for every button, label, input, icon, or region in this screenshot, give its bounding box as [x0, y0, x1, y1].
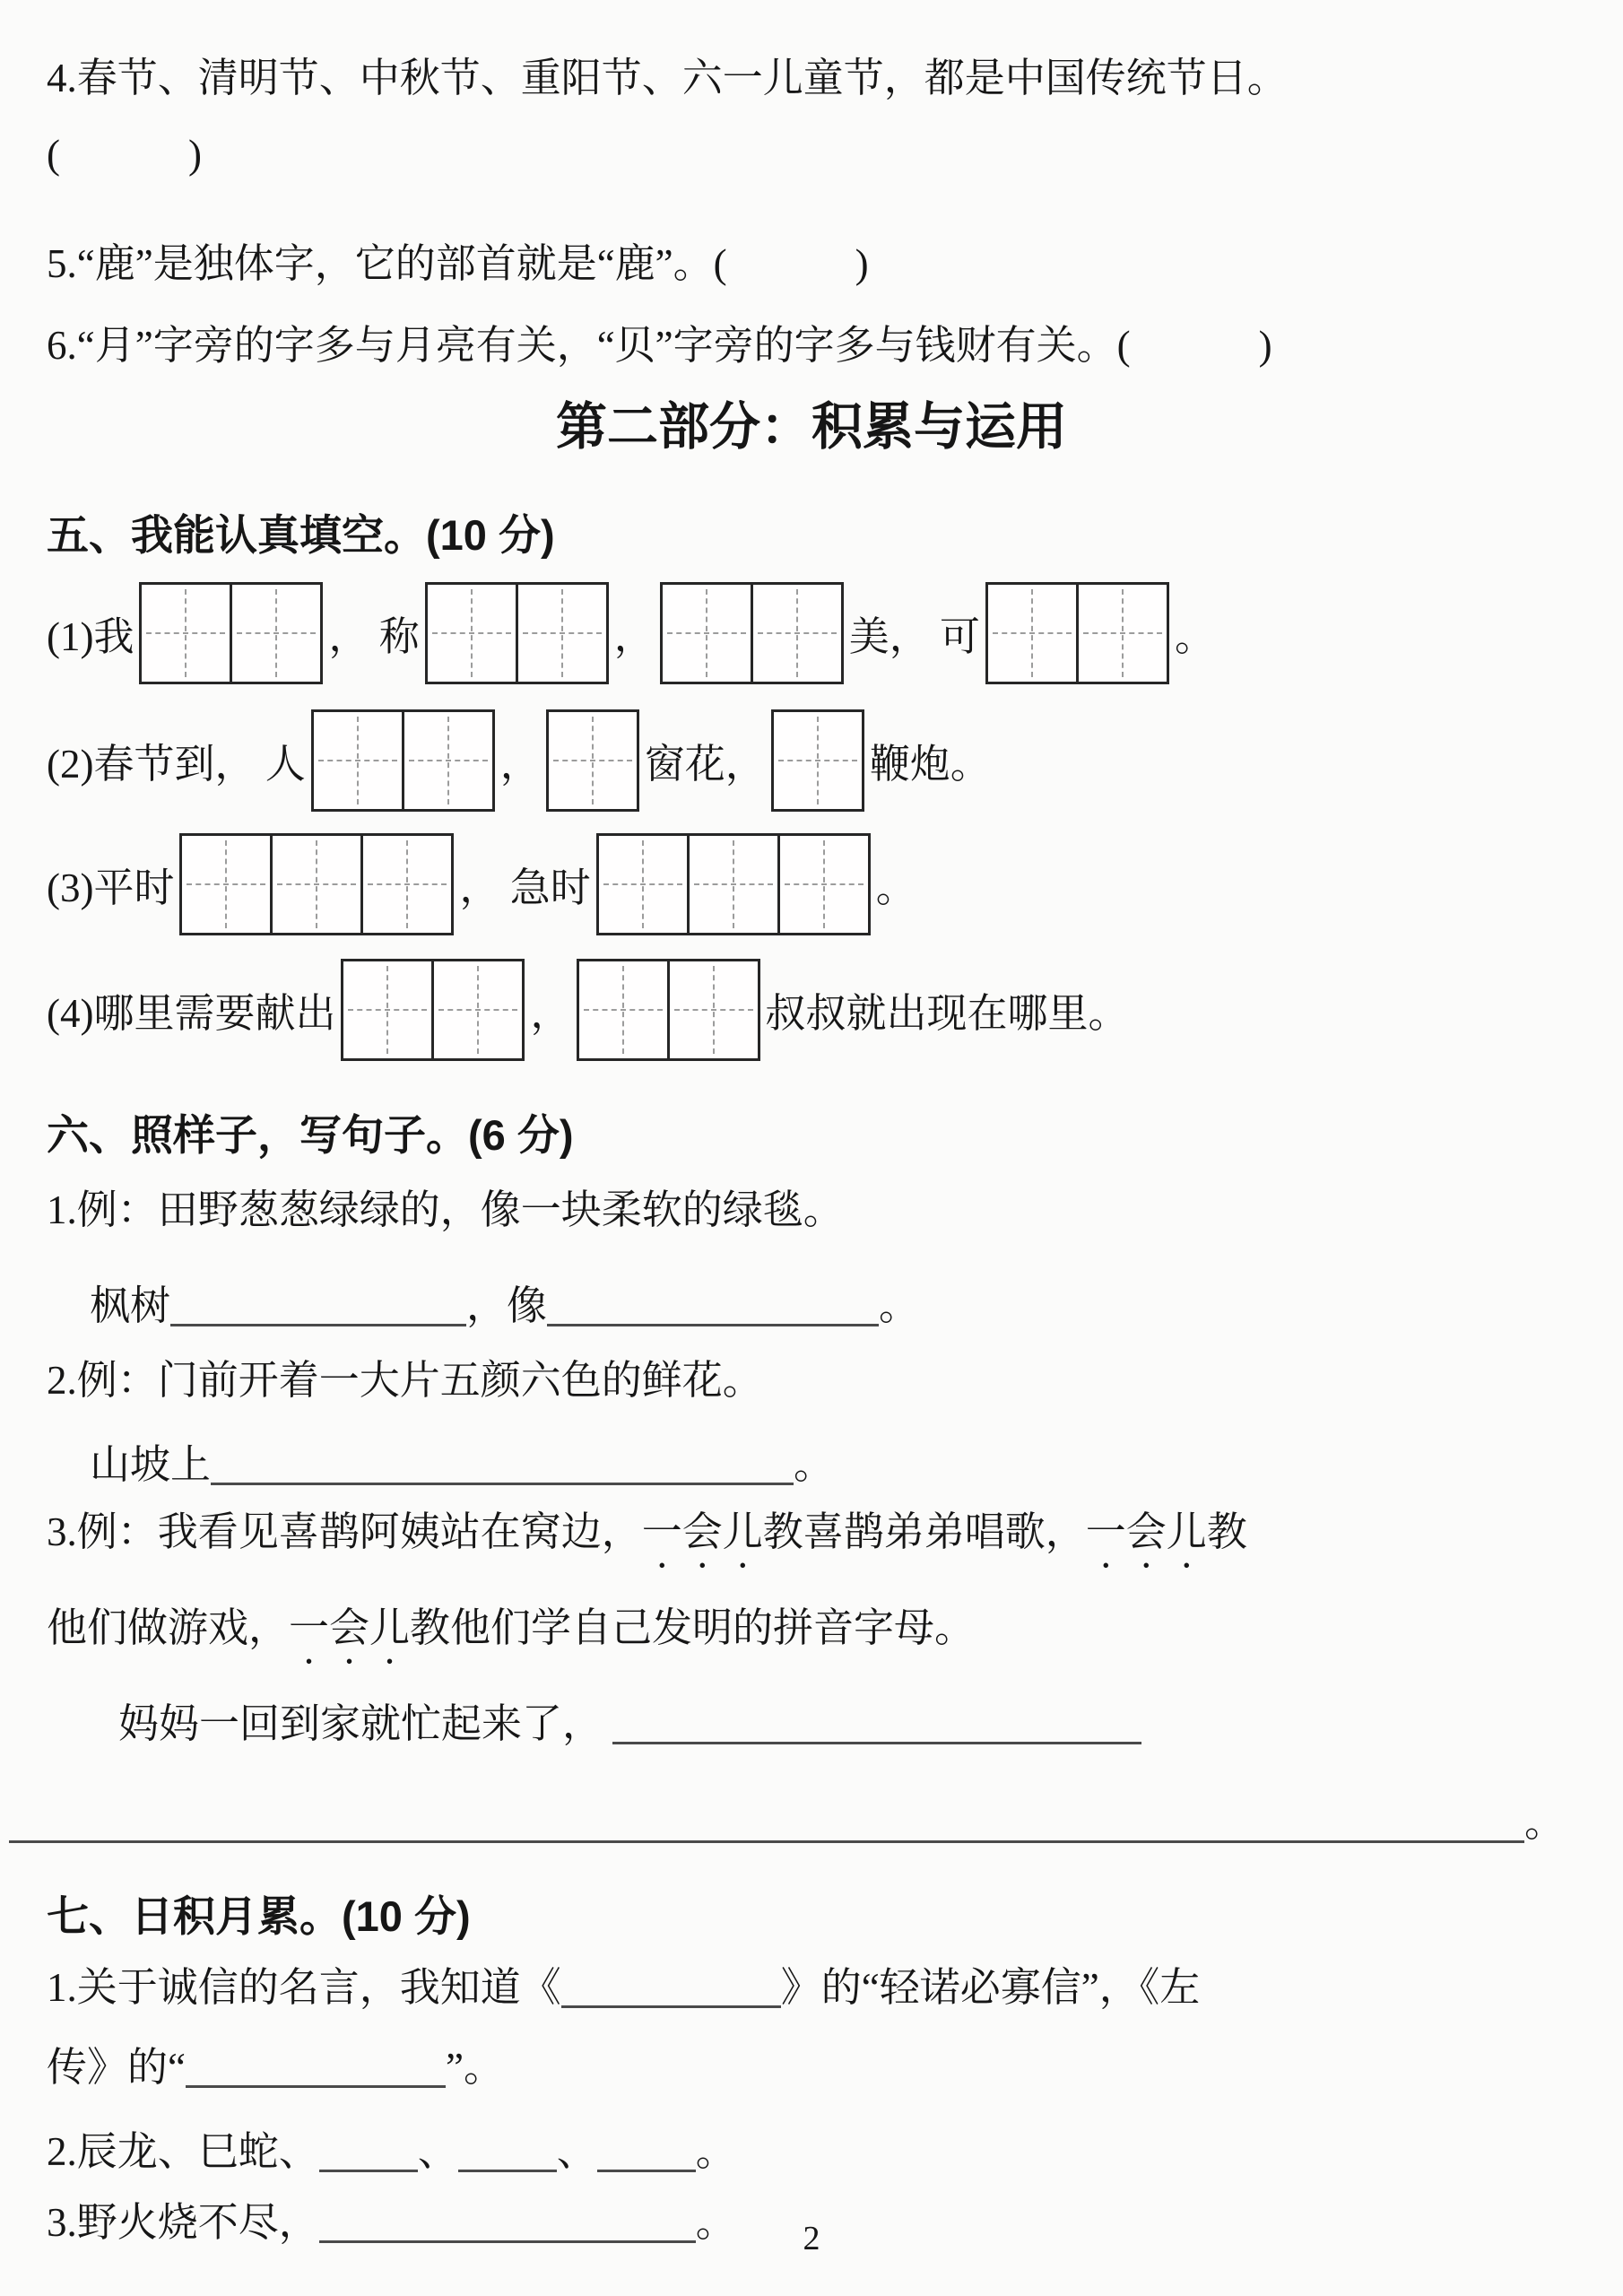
answer-blank[interactable] [211, 1449, 794, 1485]
line-text: 枫树 [90, 1283, 171, 1328]
line-text: 、 [556, 2128, 597, 2174]
writing-grid-cell[interactable] [360, 833, 454, 935]
writing-grid [771, 709, 864, 812]
line-text: 他们做游戏， [47, 1605, 290, 1651]
writing-grid [425, 582, 609, 684]
line-text: 。 [879, 1283, 920, 1328]
example-sentence-2 [47, 1354, 1576, 1407]
line-text: 窗花， [644, 742, 766, 787]
line-text: 。 [794, 1441, 835, 1487]
fill-row-4 [47, 959, 1576, 1061]
line-text: (3)平时 [47, 865, 175, 911]
line-text: 鞭炮。 [869, 742, 991, 787]
answer-blank[interactable] [547, 1291, 879, 1326]
line-text: ， [530, 991, 571, 1037]
writing-grid-cell[interactable] [516, 582, 609, 684]
answer-line-maple [47, 1280, 1576, 1333]
fill-row-2 [47, 709, 1576, 812]
line-text: ，像 [466, 1283, 548, 1328]
line-text: 。 [1524, 1799, 1566, 1845]
line-text: (1)我 [47, 614, 135, 660]
line-text: 》的“轻诺必寡信”，《左 [780, 1964, 1201, 2010]
judgment-item-5-answer-parentheses[interactable]: ( ) [713, 240, 871, 286]
writing-grid-cell[interactable] [577, 959, 670, 1061]
line-text: 传》的“ [47, 2045, 186, 2091]
writing-grid-cell[interactable] [431, 959, 525, 1061]
line-text: 1.例：田野葱葱绿绿的，像一块柔软的绿毯。 [47, 1187, 844, 1232]
line-text: 3.例：我看见喜鹊阿姨站在窝边， [47, 1509, 642, 1555]
writing-grid-cell[interactable] [139, 582, 232, 684]
section7-title: 七、日积月累。(10 分) [47, 1892, 471, 1940]
line-text: ， [499, 742, 541, 787]
judgment-item-5-text: 5.“鹿”是独体字，它的部首就是“鹿”。 [47, 240, 714, 286]
answer-line-continuation [9, 1796, 1576, 1849]
line-text: (4)哪里需要献出 [47, 991, 336, 1037]
writing-grid-cell[interactable] [660, 582, 753, 684]
judgment-item-5 [47, 238, 1576, 291]
accumulate-item-2 [47, 2126, 1576, 2179]
example-sentence-3-line1 [47, 1506, 1576, 1577]
writing-grid-cell[interactable] [311, 709, 404, 812]
judgment-item-6-answer-parentheses[interactable]: ( ) [1116, 323, 1274, 369]
answer-blank[interactable] [186, 2052, 446, 2088]
writing-grid-cell[interactable] [596, 833, 690, 935]
answer-blank[interactable] [170, 1291, 466, 1326]
writing-grid-cell[interactable] [270, 833, 363, 935]
line-text: 叔叔就出现在哪里。 [765, 991, 1129, 1037]
judgment-item-4-text: 4.春节、清明节、中秋节、重阳节、六一儿童节，都是中国传统节日。 [47, 56, 1288, 100]
line-text: ， 急时 [459, 865, 591, 911]
writing-grid [341, 959, 525, 1061]
writing-grid [596, 833, 871, 935]
line-text: 3.野火烧不尽， [47, 2200, 319, 2246]
line-text: ， [613, 614, 655, 660]
fill-row-3 [47, 833, 1576, 935]
line-text: 教他们学自己发明的拼音字母。 [410, 1605, 976, 1651]
writing-grid-cell[interactable] [425, 582, 518, 684]
accumulate-item-1-line2 [47, 2041, 1576, 2094]
example-sentence-3-line2 [47, 1602, 1576, 1673]
judgment-item-6-text: 6.“月”字旁的字多与月亮有关，“贝”字旁的字多与钱财有关。 [47, 323, 1117, 369]
answer-line-mother [47, 1698, 1576, 1751]
answer-blank[interactable] [9, 1807, 1524, 1843]
line-text: 美， 可 [848, 614, 981, 660]
example-sentence-1 [47, 1184, 1576, 1237]
fill-row-1 [47, 582, 1576, 684]
writing-grid-cell[interactable] [341, 959, 434, 1061]
line-text: 山坡上 [90, 1441, 212, 1487]
line-text: 。 [1175, 614, 1216, 660]
line-text: (2)春节到， 人 [47, 742, 306, 787]
judgment-item-6 [47, 319, 1576, 372]
line-text: 、 [417, 2128, 458, 2174]
writing-grid [985, 582, 1169, 684]
answer-blank[interactable] [319, 2136, 418, 2172]
writing-grid-cell[interactable] [985, 582, 1079, 684]
answer-blank[interactable] [561, 1972, 781, 2008]
part2-heading: 第二部分：积累与运用 [556, 397, 1067, 456]
writing-grid-cell[interactable] [751, 582, 844, 684]
writing-grid-cell[interactable] [402, 709, 495, 812]
page-number: 2 [803, 2220, 820, 2257]
line-text: ”。 [445, 2045, 504, 2091]
answer-line-hillside [47, 1439, 1576, 1492]
line-text: 。 [695, 2128, 736, 2174]
judgment-item-4-answer-parentheses[interactable]: ( ) [47, 132, 204, 178]
section5-title: 五、我能认真填空。(10 分) [47, 510, 555, 559]
line-text: 。 [875, 865, 916, 911]
writing-grid-cell[interactable] [771, 709, 864, 812]
emphasized-text: 一会儿 [1085, 1509, 1207, 1555]
answer-blank[interactable] [612, 1709, 1141, 1744]
writing-grid-cell[interactable] [777, 833, 871, 935]
line-text: 教 [1206, 1509, 1247, 1555]
writing-grid-cell[interactable] [687, 833, 780, 935]
writing-grid-cell[interactable] [179, 833, 273, 935]
line-text: 教喜鹊弟弟唱歌， [762, 1509, 1086, 1555]
line-text: 。 [695, 2200, 736, 2246]
writing-grid [139, 582, 323, 684]
writing-grid-cell[interactable] [230, 582, 323, 684]
line-text: 1.关于诚信的名言，我知道《 [47, 1964, 561, 2010]
answer-blank[interactable] [597, 2136, 696, 2172]
line-text: ， 称 [328, 614, 420, 660]
writing-grid [660, 582, 844, 684]
answer-blank[interactable] [458, 2136, 557, 2172]
writing-grid [577, 959, 760, 1061]
writing-grid [179, 833, 454, 935]
line-text: 2.辰龙、巳蛇、 [47, 2128, 319, 2174]
accumulate-item-1-line1 [47, 1961, 1576, 2014]
emphasized-text: 一会儿 [289, 1605, 411, 1651]
writing-grid-cell[interactable] [1076, 582, 1169, 684]
writing-grid [546, 709, 639, 812]
writing-grid [311, 709, 495, 812]
writing-grid-cell[interactable] [546, 709, 639, 812]
section6-title: 六、照样子，写句子。(6 分) [47, 1110, 574, 1159]
writing-grid-cell[interactable] [667, 959, 760, 1061]
line-text: 妈妈一回到家就忙起来了， [118, 1701, 613, 1747]
judgment-item-4 [47, 52, 1576, 105]
line-text: 2.例：门前开着一大片五颜六色的鲜花。 [47, 1358, 763, 1404]
emphasized-text: 一会儿 [641, 1509, 763, 1555]
